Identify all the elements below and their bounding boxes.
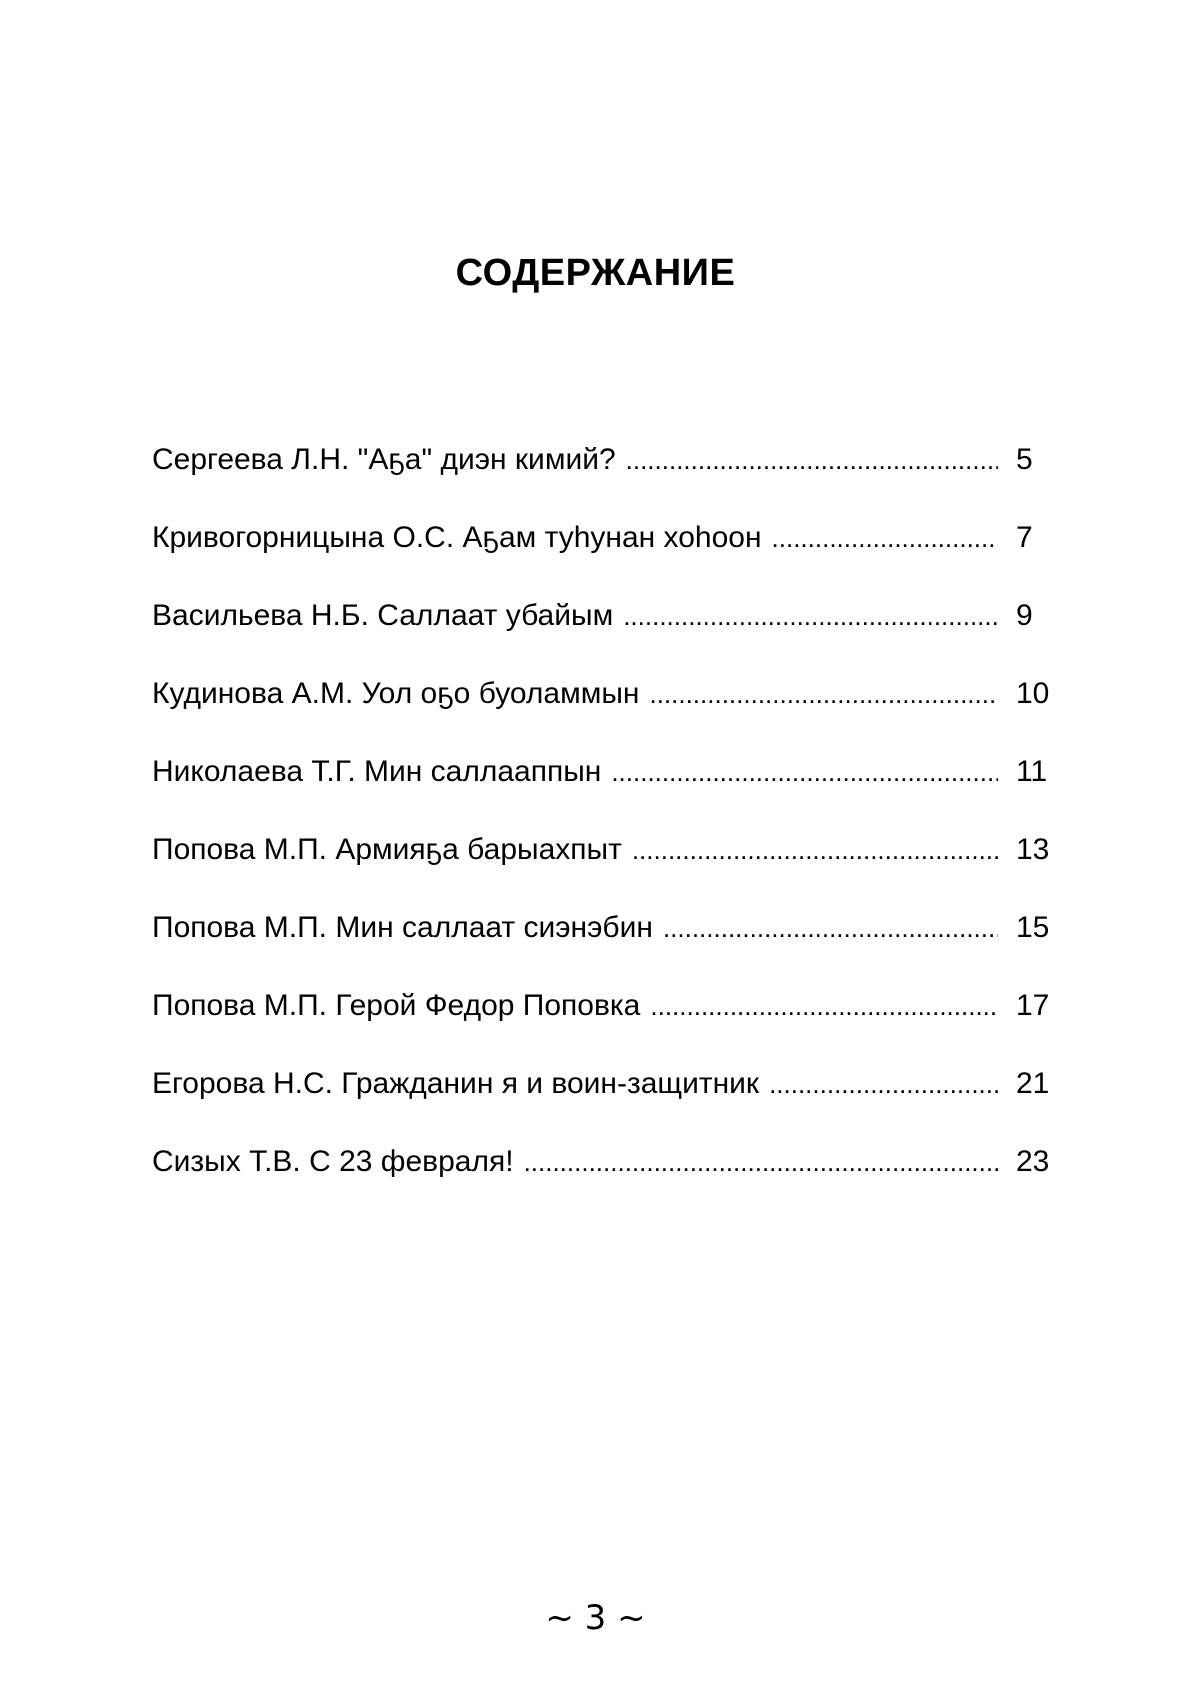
toc-leader-dots [772, 518, 998, 558]
page-title: СОДЕРЖАНИЕ [455, 252, 736, 294]
toc-leader-dots [611, 752, 998, 792]
toc-entry-title: Николаева Т.Г. Мин саллааппын [152, 755, 602, 788]
toc-entry-title: Сергеева Л.Н. "Аҕа" диэн кимий? [152, 443, 616, 476]
toc-entry-title: Попова М.П. Мин саллаат сиэнэбин [152, 911, 653, 944]
toc-entry-title: Васильева Н.Б. Саллаат убайым [152, 599, 614, 632]
toc-leader-dots [663, 908, 998, 948]
toc-entry-page: 7 [1016, 521, 1033, 554]
toc-entry-title: Сизых Т.В. С 23 февраля! [152, 1145, 514, 1178]
toc-entry-page: 17 [1016, 989, 1050, 1022]
page-number: ~ 3 ~ [545, 1598, 646, 1638]
toc-entry [152, 1142, 1072, 1220]
toc-entry-title: Попова М.П. Герой Федор Поповка [152, 989, 641, 1022]
toc-entry-page: 23 [1016, 1145, 1050, 1178]
toc-entry [152, 752, 1072, 830]
toc-entry-title: Кривогорницына О.С. Аҕам туһунан хоһоон [152, 521, 762, 554]
toc-entry-title: Кудинова А.М. Уол оҕо буоламмын [152, 677, 640, 710]
toc-entry-page: 9 [1016, 599, 1033, 632]
toc-entry [152, 674, 1072, 752]
toc-entry-page: 15 [1016, 911, 1050, 944]
toc-entry-title: Егорова Н.С. Гражданин я и воин-защитник [152, 1067, 760, 1100]
toc-leader-dots [524, 1142, 998, 1182]
toc-leader-dots [626, 440, 998, 480]
toc-entry-page: 5 [1016, 443, 1033, 476]
toc-entry-page: 11 [1016, 755, 1048, 788]
toc-entry [152, 518, 1072, 596]
toc-entry [152, 830, 1072, 908]
toc-entry [152, 596, 1072, 674]
toc-leader-dots [623, 596, 998, 636]
toc-entry [152, 440, 1072, 518]
toc-entry [152, 908, 1072, 986]
table-of-contents [152, 440, 1072, 1220]
toc-leader-dots [769, 1064, 998, 1104]
toc-entry-page: 21 [1016, 1067, 1050, 1100]
toc-leader-dots [650, 986, 998, 1026]
toc-leader-dots [632, 830, 998, 870]
toc-entry-title: Попова М.П. Армияҕа барыахпыт [152, 833, 622, 866]
toc-entry-page: 10 [1016, 677, 1050, 710]
toc-entry-page: 13 [1016, 833, 1050, 866]
toc-entry [152, 1064, 1072, 1142]
toc-entry [152, 986, 1072, 1064]
toc-leader-dots [649, 674, 998, 714]
